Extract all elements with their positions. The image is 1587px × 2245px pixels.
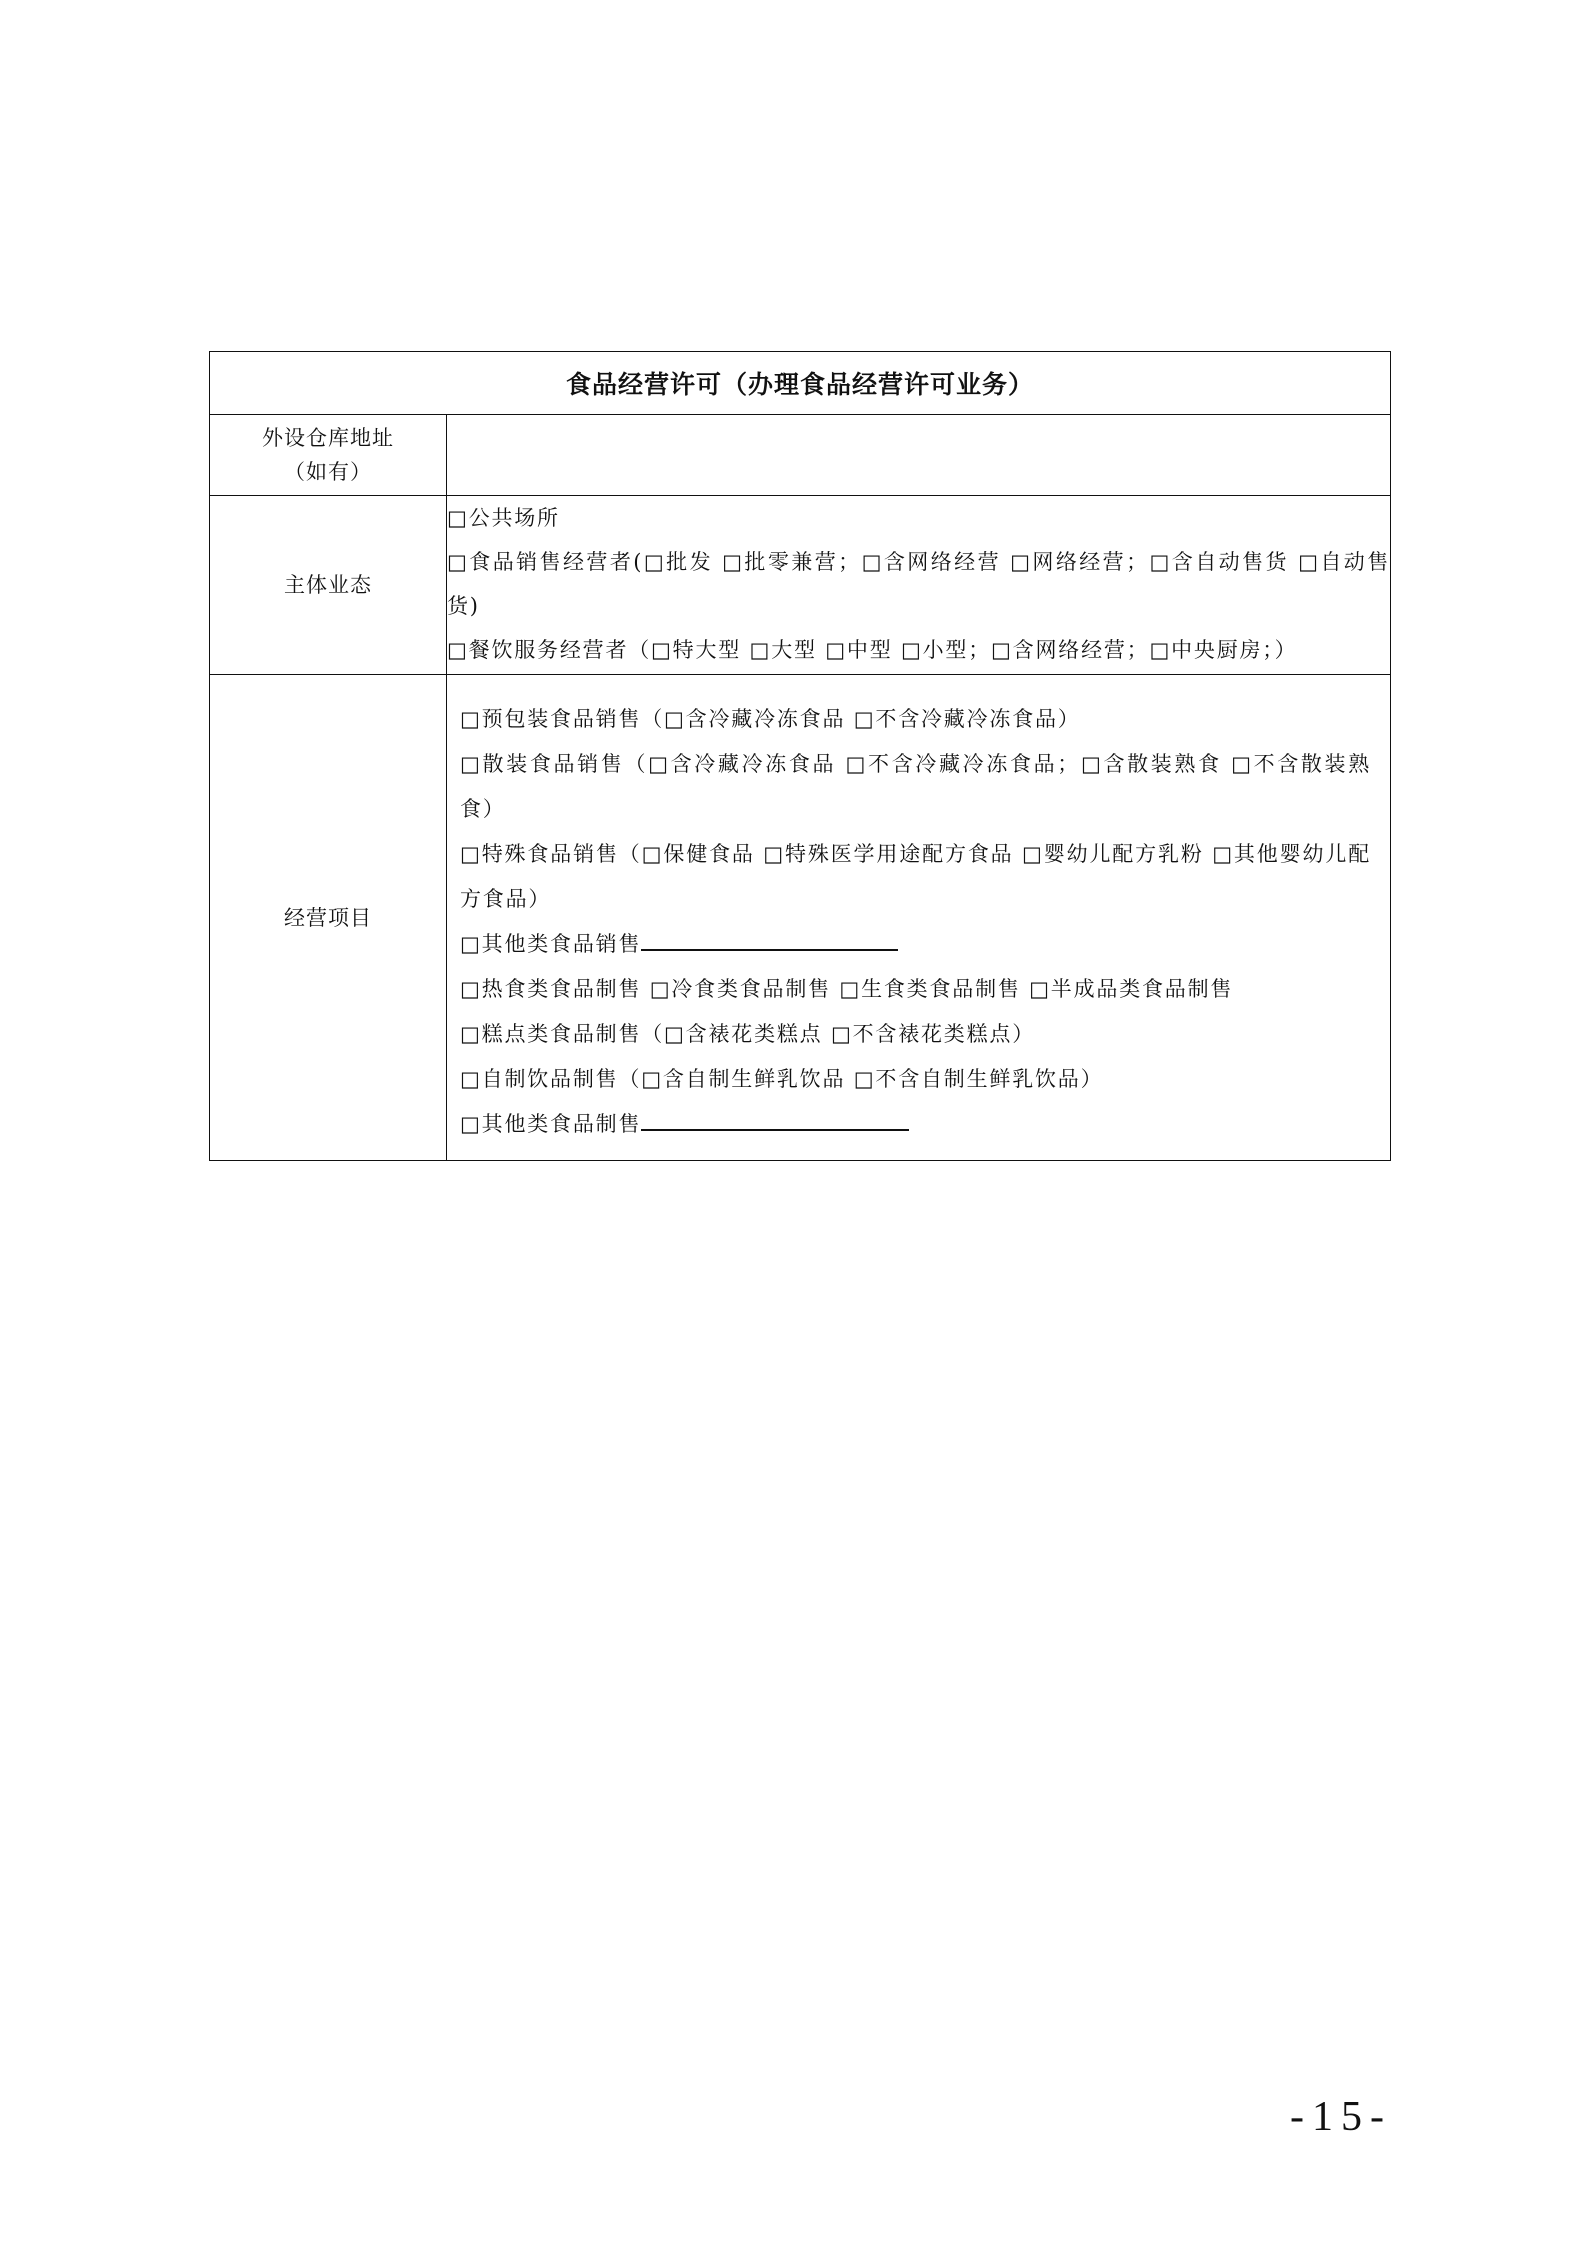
option-pastry-preparation: □糕点类食品制售（□含裱花类糕点 □不含裱花类糕点） [460,1022,1035,1046]
business-scope-options [447,675,1391,1161]
option-other-food-sales-text: □其他类食品销售 [460,932,642,956]
warehouse-address-row [210,415,1391,496]
warehouse-address-value [447,415,1391,496]
option-special-food-sales: □特殊食品销售（□保健食品 □特殊医学用途配方食品 □婴幼儿配方乳粉 □其他婴幼儿配方食品） [460,842,1372,911]
food-business-license-table [209,351,1391,1161]
option-food-preparation-types: □热食类食品制售 □冷食类食品制售 □生食类食品制售 □半成品类食品制售 [460,977,1234,1001]
warehouse-address-label-line2: （如有） [284,460,372,484]
option-other-food-preparation [460,1102,1371,1147]
table-title: 食品经营许可（办理食品经营许可业务） [210,352,1391,415]
option-homemade-drinks-preparation: □自制饮品制售（□含自制生鲜乳饮品 □不含自制生鲜乳饮品） [460,1067,1104,1091]
option-food-sales-operator: □食品销售经营者(□批发 □批零兼营；□含网络经营 □网络经营；□含自动售货 □自动售货) [447,550,1391,618]
business-form-options [447,496,1391,675]
business-form-label: 主体业态 [210,496,447,675]
option-other-food-sales [460,922,1371,967]
business-form-row [210,496,1391,675]
page-number: -15- [1290,2094,1392,2140]
table-title-row [210,352,1391,415]
option-catering-service-operator: □餐饮服务经营者（□特大型 □大型 □中型 □小型；□含网络经营；□中央厨房；） [447,638,1298,662]
option-bulk-food-sales: □散装食品销售（□含冷藏冷冻食品 □不含冷藏冷冻食品；□含散装熟食 □不含散装熟食） [460,752,1372,821]
business-scope-label: 经营项目 [210,675,447,1161]
other-food-preparation-blank-line [641,1108,909,1131]
option-prepackaged-food-sales: □预包装食品销售（□含冷藏冷冻食品 □不含冷藏冷冻食品） [460,707,1081,731]
warehouse-address-label-line1: 外设仓库地址 [262,426,394,450]
warehouse-address-label [210,415,447,496]
business-scope-row [210,675,1391,1161]
option-other-food-preparation-text: □其他类食品制售 [460,1112,642,1136]
option-public-venue: □公共场所 [447,506,560,530]
other-food-sales-blank-line [641,928,898,951]
